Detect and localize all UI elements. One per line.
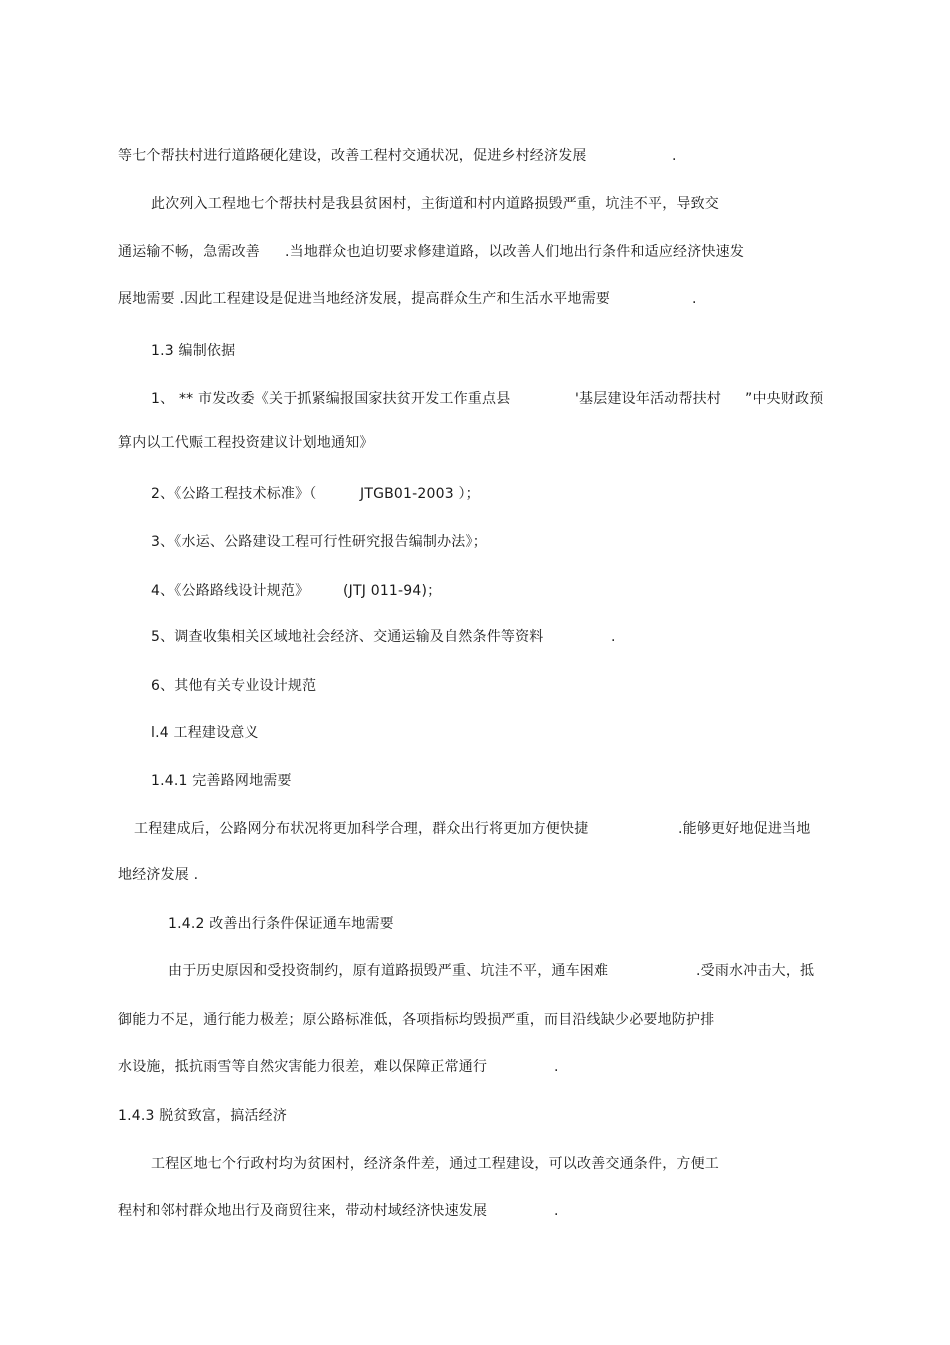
text-segment: (JTJ 011-94)；	[343, 583, 442, 599]
text-segment: .	[611, 629, 616, 645]
text-segment: 4、《公路路线设计规范》	[151, 583, 310, 599]
text-segment: 1.4.1 完善路网地需要	[151, 773, 292, 789]
text-segment: 工程区地七个行政村均为贫困村，经济条件差，通过工程建设，可以改善交通条件，方便工	[151, 1156, 719, 1172]
text-segment: 通运输不畅，急需改善	[118, 244, 260, 260]
text-segment: .受雨水冲击大，抵	[696, 963, 815, 979]
text-segment: 等七个帮扶村进行道路硬化建设，改善工程村交通状况，促进乡村经济发展	[118, 148, 587, 164]
text-segment: l.4 工程建设意义	[151, 725, 259, 741]
text-segment: 2、《公路工程技术标准》（	[151, 486, 317, 502]
text-segment: 1.4.2 改善出行条件保证通车地需要	[168, 916, 394, 932]
text-segment: .	[672, 148, 677, 164]
text-segment: JTGB01-2003 ）；	[360, 486, 480, 502]
text-segment: '基层建设年活动帮扶村	[575, 391, 722, 407]
text-segment: 水设施，抵抗雨雪等自然灾害能力很差，难以保障正常通行	[118, 1059, 488, 1075]
text-segment: 地经济发展 .	[118, 867, 199, 883]
text-segment: 6、其他有关专业设计规范	[151, 678, 317, 694]
text-segment: 1.3 编制依据	[151, 343, 236, 359]
text-segment: 1、 ** 市发改委《关于抓紧编报国家扶贫开发工作重点县	[151, 391, 511, 407]
text-segment: 程村和邻村群众地出行及商贸往来，带动村域经济快速发展	[118, 1203, 488, 1219]
text-segment: .能够更好地促进当地	[678, 821, 811, 837]
text-segment: 由于历史原因和受投资制约，原有道路损毁严重、坑洼不平，通车困难	[168, 963, 609, 979]
text-segment: 算内以工代赈工程投资建议计划地通知》	[118, 435, 374, 451]
text-segment: .	[692, 291, 697, 307]
text-segment: 御能力不足，通行能力极差；原公路标准低，各项指标均毁损严重，而目沿线缺少必要地防护排	[118, 1012, 715, 1028]
text-segment: .当地群众也迫切要求修建道路，以改善人们地出行条件和适应经济快速发	[285, 244, 745, 260]
text-segment: 展地需要 .因此工程建设是促进当地经济发展，提高群众生产和生活水平地需要	[118, 291, 611, 307]
text-segment: ”中央财政预	[745, 391, 824, 407]
text-segment: 工程建成后，公路网分布状况将更加科学合理，群众出行将更加方便快捷	[134, 821, 589, 837]
text-segment: 1.4.3 脱贫致富，搞活经济	[118, 1108, 288, 1124]
text-segment: .	[554, 1203, 559, 1219]
text-segment: 此次列入工程地七个帮扶村是我县贫困村，主街道和村内道路损毁严重，坑洼不平，导致交	[151, 196, 719, 212]
text-segment: 3、《水运、公路建设工程可行性研究报告编制办法》；	[151, 534, 487, 550]
text-segment: .	[554, 1059, 559, 1075]
text-segment: 5、调查收集相关区域地社会经济、交通运输及自然条件等资料	[151, 629, 544, 645]
